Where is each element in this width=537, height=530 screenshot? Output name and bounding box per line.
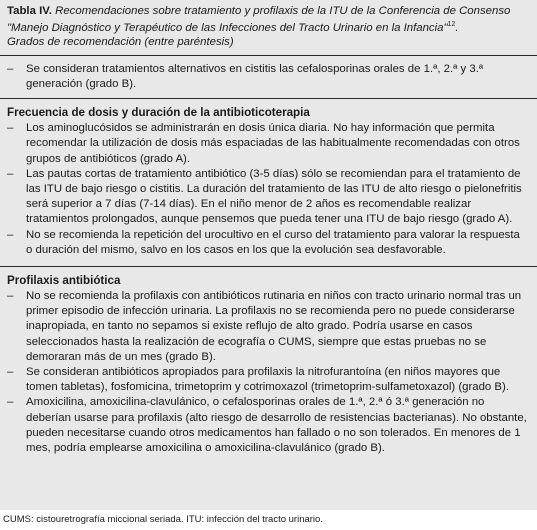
- caption-line2: "Manejo Diagnóstico y Terapéutico de las Infecciones del Tracto Urinario en la Infancia": [7, 21, 448, 34]
- list-item: [7, 121, 529, 167]
- item-text: Amoxicilina, amoxicilina-clavulánico, o cefalosporinas orales de 1.ª, 2.ª ó 3.ª generación no deberían usarse para profilaxis (alto riesgo de desarrollo de resistencias bacterianas). No obstante, pueden necesitarse cuando otros medicamentos han fallado o no son tolerados. En menores de 1 mes, podría emplearse amoxicilina o amoxicilina-clavulánico (grado B).: [26, 396, 527, 455]
- caption-ref: 12: [447, 21, 456, 28]
- list-item: [7, 62, 529, 92]
- item-text: No se recomienda la repetición del urocultivo en el curso del tratamiento para valorar la respuesta o duración del mismo, salvo en los casos en los que la evolución sea desfavorable.: [26, 228, 520, 256]
- table-footnote: CUMS: cistouretrografía miccional seriada. ITU: infección del tracto urinario.: [3, 514, 323, 525]
- section-title: Frecuencia de dosis y duración de la antibioticoterapia: [7, 106, 310, 120]
- caption-line3: Grados de recomendación (entre paréntesis): [7, 35, 234, 48]
- dash-marker: –: [7, 167, 14, 180]
- item-text: Se consideran tratamientos alternativos en cistitis las cefalosporinas orales de 1.ª, 2.ª y 3.ª generación (grado B).: [26, 62, 484, 90]
- section-intro: [0, 56, 537, 98]
- section-dosis: [0, 99, 537, 266]
- item-text: Los aminoglucósidos se administrarán en dosis única diaria. No hay información que permita recomendar la utilización de dosis más espaciadas de las habitualmente recomendadas con otros grupos de antibióticos (grado A).: [26, 122, 520, 165]
- dash-marker: –: [7, 290, 14, 303]
- list-item: [7, 228, 529, 258]
- caption-line1: Recomendaciones sobre tratamiento y profilaxis de la ITU de la Conferencia de Consenso: [55, 5, 511, 17]
- item-text: Se consideran antibióticos apropiados para profilaxis la nitrofurantoína (en niños mayores que tomen tabletas), fosfomicina, trimetoprim y cotrimoxazol (trimetoprim-sulfametoxazol) (grado B).: [26, 366, 509, 394]
- dash-marker: –: [7, 228, 14, 241]
- dash-marker: –: [7, 366, 14, 379]
- item-text: No se recomienda la profilaxis con antibióticos rutinaria en niños con tracto urinario normal tras un primer episodio de infección urinaria. La profilaxis no se recomienda pero no puede considerarse inapropiada, en tanto no sepamos si existe reflujo de alto grado. Podría usarse en casos seleccionados hasta la realización de ecografía o CUMS, siempre que estas pruebas no se demoraran más de un mes (grado B).: [26, 290, 522, 363]
- dash-marker: –: [7, 396, 14, 409]
- section-title: Profilaxis antibiótica: [7, 274, 121, 288]
- list-item: [7, 395, 529, 456]
- table-caption: Tabla IV. Recomendaciones sobre tratamiento y profilaxis de la ITU de la Conferencia de Consenso "Manejo Diagnóstico y Terapéutico de las Infecciones del Tracto Urinario en la Infancia"$^{12}$. Grados de recomendación (entre paréntesis): [0, 0, 537, 56]
- list-item: [7, 365, 529, 395]
- list-item: [7, 167, 529, 228]
- table-label: Tabla IV.: [7, 5, 52, 17]
- item-text: Las pautas cortas de tratamiento antibiótico (3-5 días) sólo se recomiendan para el tratamiento de las ITU de bajo riesgo o cistitis. La duración del tratamiento de las ITU de alto riesgo o pielonefritis será superior a 7 días (7-14 días). En el niño menor de 2 años es recomendable realizar tratamientos prolongados, aunque pensemos que pueda tener una ITU de bajo riesgo (grado A).: [26, 167, 522, 226]
- section-profilaxis: [0, 267, 537, 460]
- dash-marker: –: [7, 122, 14, 135]
- dash-marker: –: [7, 62, 14, 75]
- list-item: [7, 289, 529, 365]
